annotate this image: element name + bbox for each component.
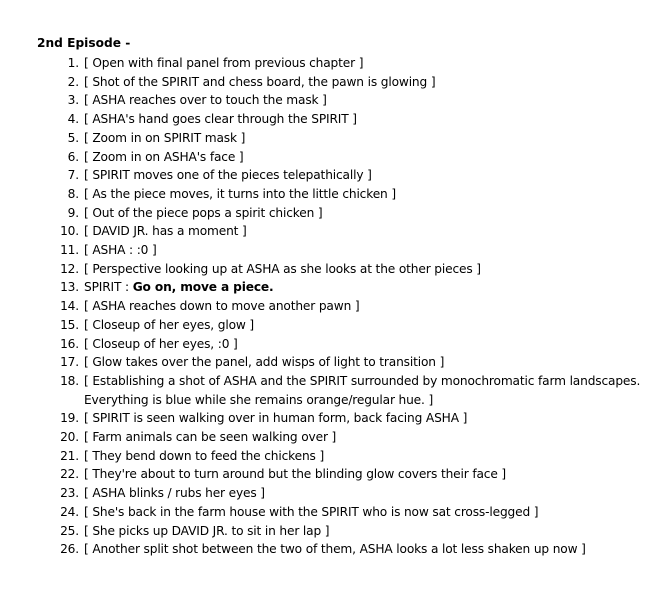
item-text: [ DAVID JR. has a moment ]	[84, 224, 247, 239]
item-text: [ Zoom in on SPIRIT mask ]	[84, 130, 246, 145]
list-item	[37, 54, 647, 73]
list-item	[37, 522, 647, 541]
item-text: [ ASHA : :0 ]	[84, 243, 157, 258]
item-text: [ Shot of the SPIRIT and chess board, the pawn is glowing ]	[84, 74, 436, 89]
list-item	[37, 409, 647, 428]
list-item	[37, 260, 647, 279]
list-item	[37, 316, 647, 335]
item-number: 17.	[60, 355, 79, 370]
item-number: 21.	[60, 448, 79, 463]
item-number: 24.	[60, 504, 79, 519]
episode-title: 2nd Episode -	[37, 36, 131, 50]
item-number: 11.	[60, 243, 79, 258]
document	[37, 35, 647, 559]
item-number: 6.	[67, 149, 79, 164]
list-item	[37, 278, 647, 297]
item-text: [ ASHA reaches over to touch the mask ]	[84, 93, 327, 108]
item-number: 3.	[67, 93, 79, 108]
list-item	[37, 297, 647, 316]
list-item	[37, 185, 647, 204]
list-item	[37, 148, 647, 167]
item-text: [ She picks up DAVID JR. to sit in her lap ]	[84, 523, 330, 538]
item-number: 13.	[60, 280, 79, 295]
list-item	[37, 166, 647, 185]
dialogue-text: Go on, move a piece.	[132, 280, 274, 295]
item-text: [ As the piece moves, it turns into the little chicken ]	[84, 186, 396, 201]
item-number: 20.	[60, 430, 79, 445]
item-text: [ Establishing a shot of ASHA and the SPIRIT surrounded by monochromatic farm landscapes. Everything is blue while she remains orange/regular hue. ]	[84, 373, 644, 407]
item-text: [ SPIRIT is seen walking over in human form, back facing ASHA ]	[84, 411, 468, 426]
item-text: [ Glow takes over the panel, add wisps of light to transition ]	[84, 355, 445, 370]
item-text: [ Farm animals can be seen walking over ]	[84, 430, 337, 445]
list-item	[37, 484, 647, 503]
item-number: 5.	[67, 130, 79, 145]
item-text	[84, 278, 647, 297]
item-text: [ Perspective looking up at ASHA as she looks at the other pieces ]	[84, 261, 481, 276]
item-number: 15.	[60, 317, 79, 332]
speaker-label: SPIRIT :	[84, 280, 133, 295]
item-number: 10.	[60, 224, 79, 239]
item-number: 4.	[67, 112, 79, 127]
item-number: 16.	[60, 336, 79, 351]
item-text: [ ASHA's hand goes clear through the SPIRIT ]	[84, 112, 357, 127]
list-item	[37, 540, 647, 559]
list-item	[37, 372, 647, 409]
list-item	[37, 110, 647, 129]
list-item	[37, 73, 647, 92]
item-number: 19.	[60, 411, 79, 426]
item-text: [ They're about to turn around but the blinding glow covers their face ]	[84, 467, 507, 482]
list-item	[37, 447, 647, 466]
item-number: 9.	[67, 205, 79, 220]
item-text: [ They bend down to feed the chickens ]	[84, 448, 325, 463]
item-text: [ Open with final panel from previous chapter ]	[84, 56, 364, 70]
item-text: [ ASHA reaches down to move another pawn ]	[84, 299, 360, 314]
item-text: [ ASHA blinks / rubs her eyes ]	[84, 486, 265, 501]
item-text: [ SPIRIT moves one of the pieces telepathically ]	[84, 168, 372, 183]
item-text: [ Another split shot between the two of them, ASHA looks a lot less shaken up now ]	[84, 542, 586, 557]
item-number: 12.	[60, 261, 79, 276]
list-item	[37, 222, 647, 241]
item-number: 22.	[60, 467, 79, 482]
item-number: 1.	[67, 56, 79, 70]
list-item	[37, 129, 647, 148]
item-number: 23.	[60, 486, 79, 501]
list-item	[37, 503, 647, 522]
item-number: 14.	[60, 299, 79, 314]
list-item	[37, 465, 647, 484]
list-item	[37, 335, 647, 354]
item-number: 25.	[60, 523, 79, 538]
shot-list	[37, 54, 647, 559]
list-item	[37, 428, 647, 447]
item-number: 26.	[60, 542, 79, 557]
item-text: [ She's back in the farm house with the SPIRIT who is now sat cross-legged ]	[84, 504, 539, 519]
list-item	[37, 204, 647, 223]
item-text: [ Zoom in on ASHA's face ]	[84, 149, 244, 164]
list-item	[37, 241, 647, 260]
list-item	[37, 91, 647, 110]
item-text: [ Closeup of her eyes, :0 ]	[84, 336, 238, 351]
item-number: 2.	[67, 74, 79, 89]
item-text: [ Out of the piece pops a spirit chicken ]	[84, 205, 323, 220]
item-number: 8.	[67, 186, 79, 201]
item-number: 7.	[67, 168, 79, 183]
item-text: [ Closeup of her eyes, glow ]	[84, 317, 255, 332]
item-number: 18.	[60, 373, 79, 388]
list-item	[37, 353, 647, 372]
